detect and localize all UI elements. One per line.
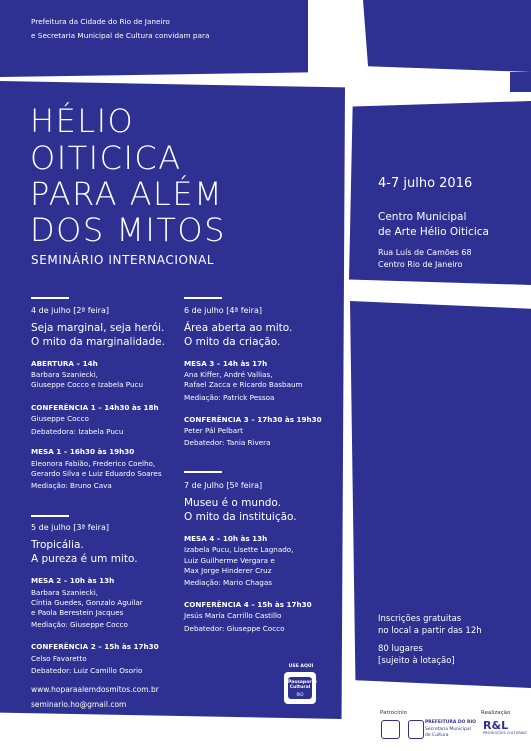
session-heading: ABERTURA – 14h [31,359,98,368]
session-body: Gerardo Silva e Luiz Eduardo Soares [31,469,162,478]
day-theme: O mito da instituição. [184,511,297,523]
seats-info-2: [sujeito à lotação] [378,656,455,666]
day-theme: A pureza é um mito. [31,553,138,565]
divider [31,515,69,517]
session-body: Peter Pál Pelbart [184,426,243,435]
registration-info-1: Inscrições gratuitas [378,614,462,624]
session-heading: MESA 1 – 16h30 às 19h30 [31,447,135,456]
secretaria-logo-text-1: Secretaria Municipal [425,727,471,732]
session-heading: MESA 4 – 10h às 13h [184,534,268,543]
realizacao-label: Realização [481,710,511,716]
day-theme: O mito da criação. [184,336,281,348]
city-seal-icon [408,720,424,739]
panel-notch [510,72,531,92]
day-theme: Tropicália. [31,539,84,551]
session-body: Cíntia Guedes, Gonzalo Aguilar [31,598,143,607]
subtitle: SEMINÁRIO INTERNACIONAL [31,253,215,267]
divider [31,297,69,299]
session-body: Mediação: Mario Chagas [184,578,272,587]
divider [184,471,222,473]
intro-line-2: e Secretaria Municipal de Cultura convidam para [31,31,210,40]
title-line-4: DOS MITOS [30,211,226,249]
session-body: Luiz Guilherme Vergara e [184,556,275,565]
sponsor-logo [381,720,400,739]
session-body: Rafael Zacca e Ricardo Basbaum [184,380,303,389]
session-body: Debatedor: Giuseppe Cocco [184,624,285,633]
badge-sub-label: RIO [296,692,304,697]
rl-logo: R&L [483,719,509,732]
session-body: Barbara Szaniecki, [31,588,99,597]
title-line-1: HÉLIO [30,102,135,140]
session-body: Ana Kiffer, André Vallias, [184,370,273,379]
day-theme: Museu é o mundo. [184,497,281,509]
divider [184,297,222,299]
session-body: Mediação: Giuseppe Cocco [31,620,128,629]
badge-box [284,672,316,704]
email-link[interactable]: seminario.ho@gmail.com [31,700,127,709]
day-date: 6 de julho [4ª feira] [184,306,262,315]
passaporte-badge [283,663,319,706]
title-line-3: PARA ALÉM [30,175,224,213]
event-address-2: Centro Rio de Janeiro [378,260,463,269]
session-heading: MESA 2 – 10h às 13h [31,576,115,585]
session-body: Jesús María Carrillo Castillo [184,611,282,620]
session-body: Giuseppe Cocco e Izabela Pucu [31,380,144,389]
session-body: Giuseppe Cocco [31,414,89,423]
session-body: Max Jorge Hinderer Cruz [184,566,272,575]
panel-top-right [363,0,531,72]
event-place-2: de Arte Hélio Oiticica [378,226,489,238]
intro-line-1: Prefeitura da Cidade do Rio de Janeiro [31,17,170,26]
session-body: e Paola Berestein Jacques [31,608,124,617]
session-body: Mediação: Bruno Cava [31,481,112,490]
session-body: Debatedor: Tania Rivera [184,438,271,447]
registration-info-2: no local a partir das 12h [378,626,482,636]
session-body: Debatedora: Izabela Pucu [31,427,124,436]
session-body: Celso Favaretto [31,654,87,663]
session-body: Izabela Pucu, Lisette Lagnado, [184,545,294,554]
title-line-2: OITICICA [30,139,182,177]
day-date: 7 de Julho [5ª feira] [184,481,263,490]
session-heading: CONFERÊNCIA 4 – 15h às 17h30 [184,600,312,609]
event-place-1: Centro Municipal [378,211,467,223]
day-theme: Área aberta ao mito. [184,322,293,334]
session-heading: CONFERÊNCIA 3 – 17h30 às 19h30 [184,415,322,424]
session-heading: CONFERÊNCIA 2 – 15h às 17h30 [31,642,159,651]
session-heading: MESA 3 – 14h às 17h [184,359,268,368]
secretaria-logo-text-2: de Cultura [425,733,449,738]
session-body: Debatedor: Luiz Camillo Osorio [31,666,143,675]
day-theme: O mito da marginalidade. [31,336,165,348]
session-body: Barbara Szaniecki, [31,370,99,379]
website-link[interactable]: www.hoparaalemdosmitos.com.br [31,685,159,694]
day-date: 4 de julho [2ª feira] [31,306,109,315]
day-date: 5 de julho [3ª feira] [31,523,109,532]
event-address-1: Rua Luís de Camões 68 [378,248,472,257]
session-body: Eleonora Fabião, Frederico Coelho, [31,459,156,468]
session-heading: CONFERÊNCIA 1 – 14h30 às 18h [31,403,159,412]
event-date: 4-7 julho 2016 [378,176,473,191]
badge-main-label: Passaporte Cultural [288,680,317,691]
session-body: Mediação: Patrick Pessoa [184,393,275,402]
seats-info-1: 80 lugares [378,644,423,654]
patrocinio-label: Patrocínio [380,710,408,716]
rl-logo-subtitle: PRODUÇÕES CULTURAIS [483,731,527,735]
prefeitura-logo-text: PREFEITURA DO RIO [425,720,476,725]
badge-top-label: USE AQUI [288,664,314,669]
day-theme: Seja marginal, seja herói. [31,322,165,334]
badge-inner [288,677,317,699]
